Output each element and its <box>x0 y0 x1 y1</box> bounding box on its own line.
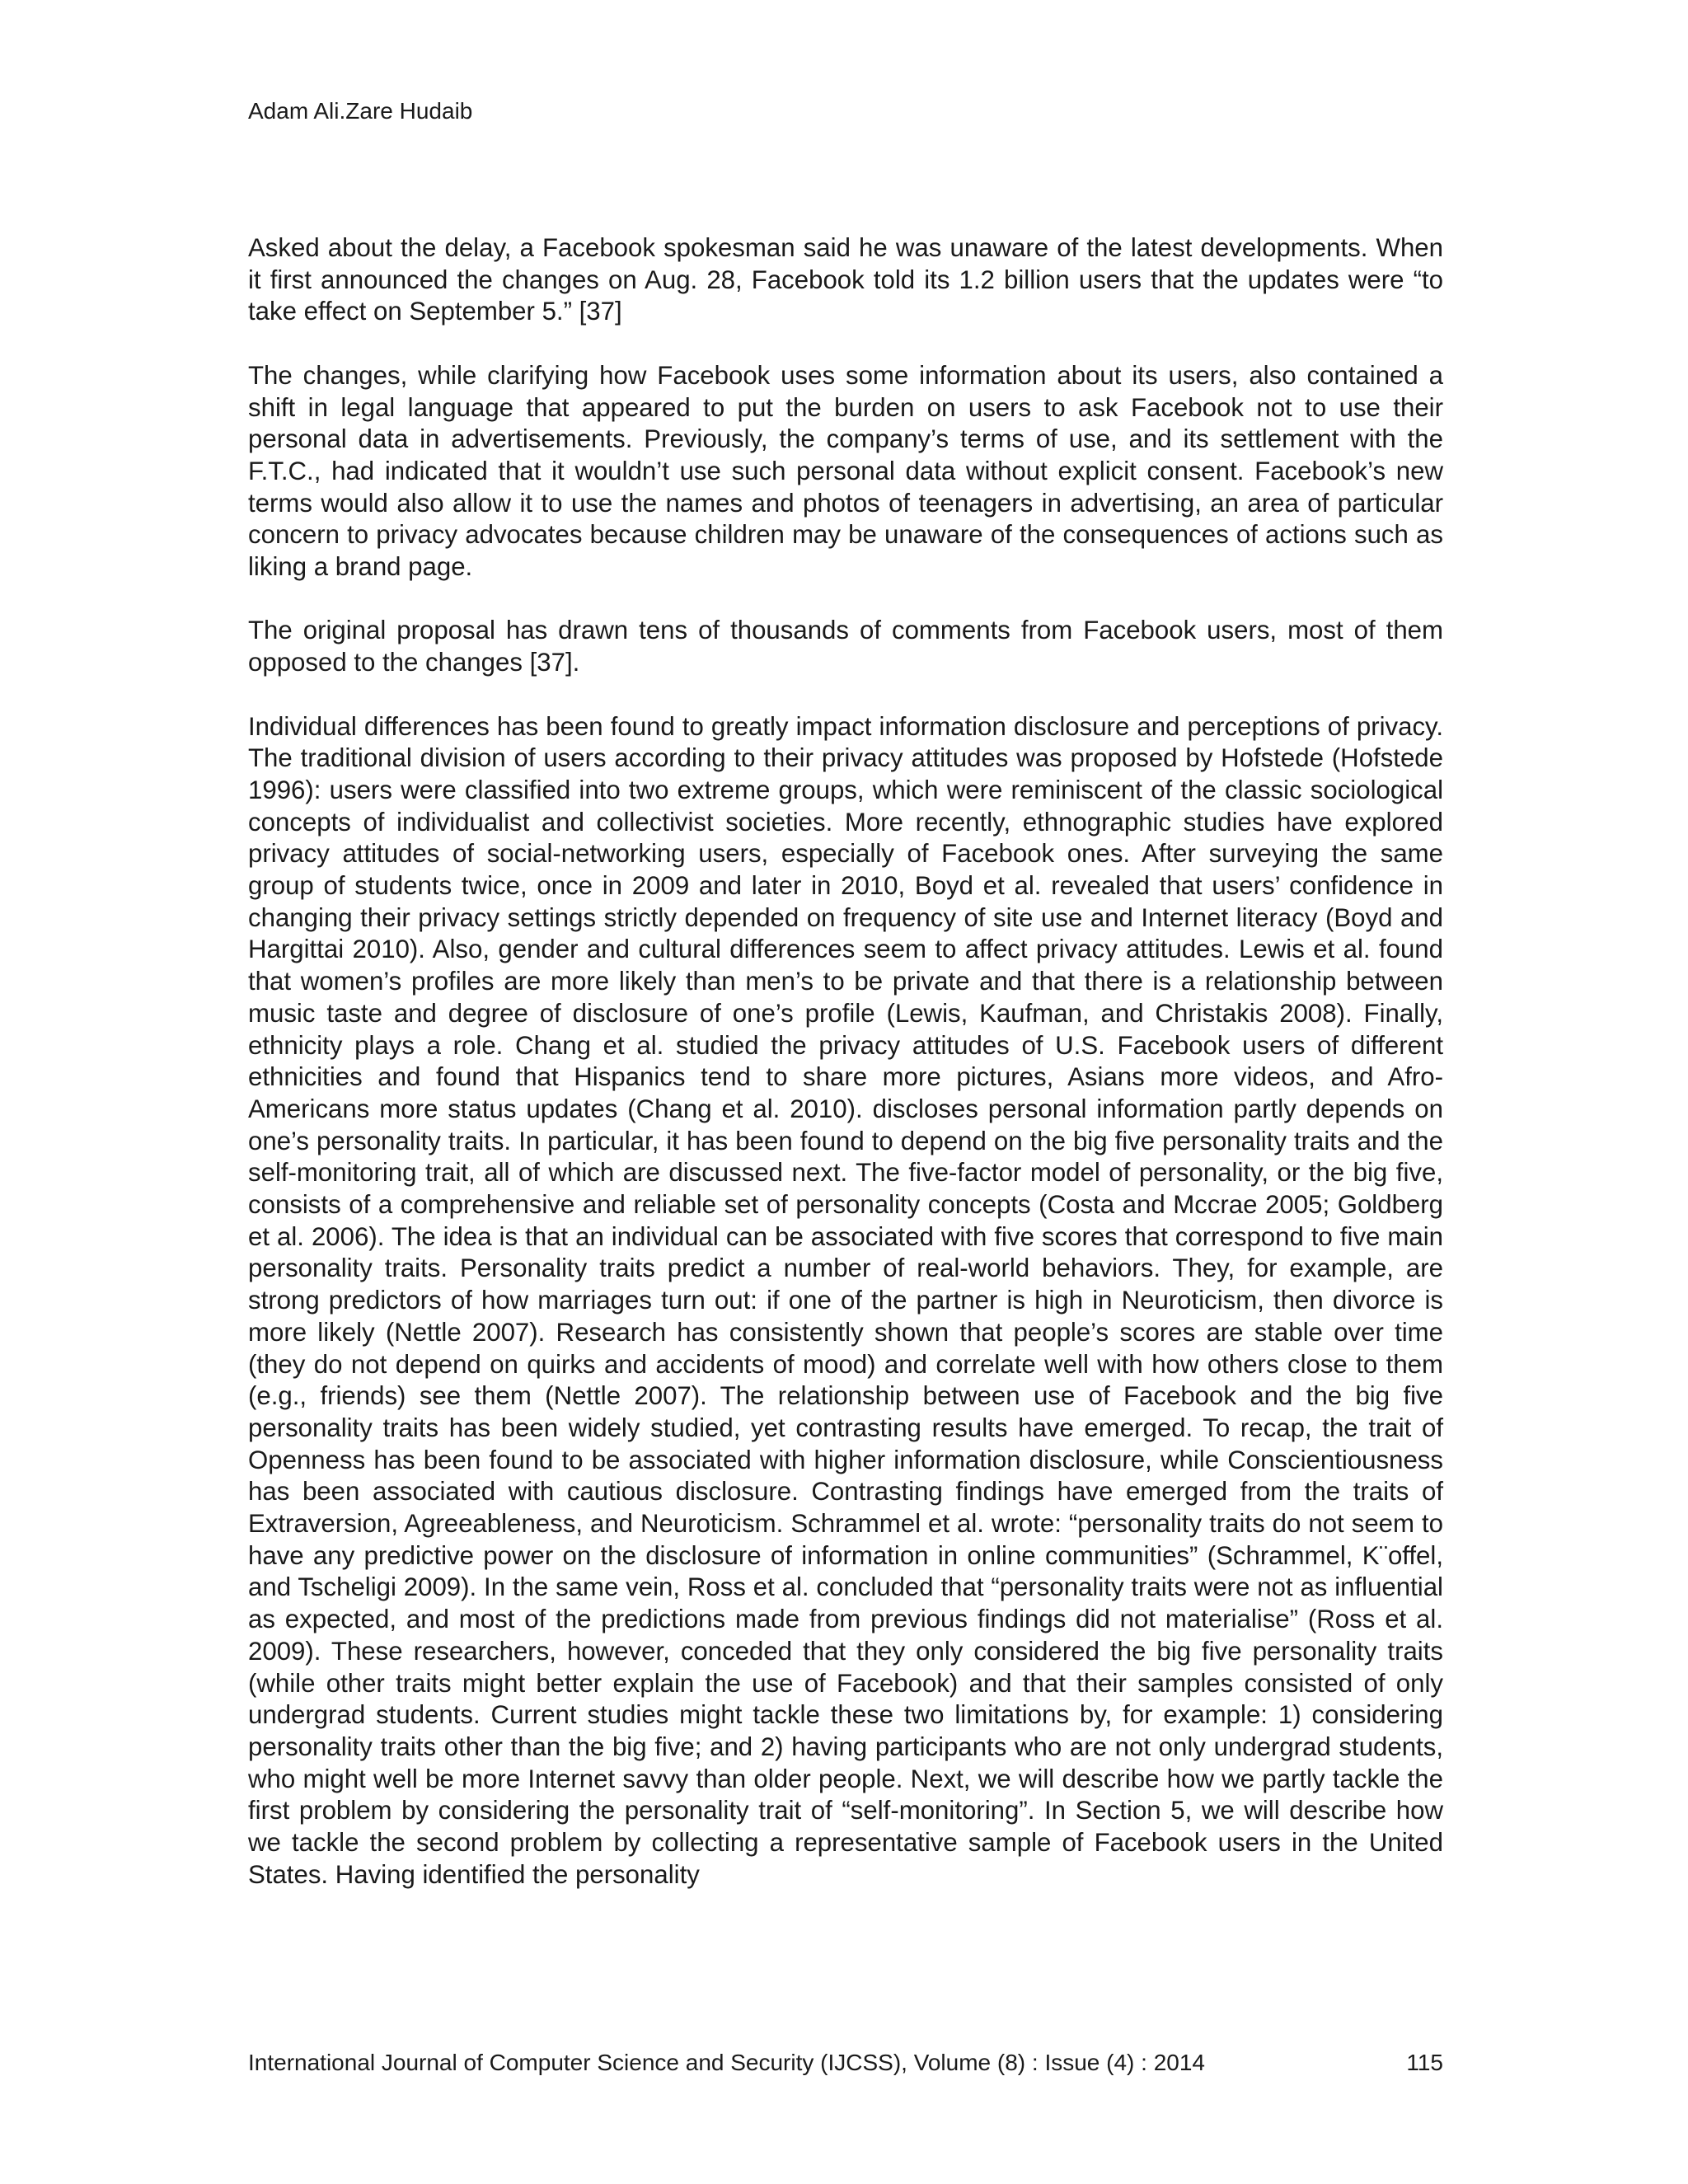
paragraph-individual-differences: Individual differences has been found to greatly impact information disclosure and perceptions of privacy. The traditional division of users according to their privacy attitudes was proposed by Hofstede (Hofstede 1996): users were classified into two extreme groups, which were reminiscent of the classic sociological concepts of individualist and collectivist societies. More recently, ethnographic studies have explored privacy attitudes of social-networking users, especially of Facebook ones. After surveying the same group of students twice, once in 2009 and later in 2010, Boyd et al. revealed that users’ confidence in changing their privacy settings strictly depended on frequency of site use and Internet literacy (Boyd and Hargittai 2010). Also, gender and cultural differences seem to affect privacy attitudes. Lewis et al. found that women’s profiles are more likely than men’s to be private and that there is a relationship between music taste and degree of disclosure of one’s profile (Lewis, Kaufman, and Christakis 2008). Finally, ethnicity plays a role. Chang et al. studied the privacy attitudes of U.S. Facebook users of different ethnicities and found that Hispanics tend to share more pictures, Asians more videos, and Afro-Americans more status updates (Chang et al. 2010). discloses personal information partly depends on one’s personality traits. In particular, it has been found to depend on the big five personality traits and the self-monitoring trait, all of which are discussed next. The five-factor model of personality, or the big five, consists of a comprehensive and reliable set of personality concepts (Costa and Mccrae 2005; Goldberg et al. 2006). The idea is that an individual can be associated with five scores that correspond to five main personality traits. Personality traits predict a number of real-world behaviors. They, for example, are strong predictors of how marriages turn out: if one of the partner is high in Neuroticism, then divorce is more likely (Nettle 2007). Research has consistently shown that people’s scores are stable over time (they do not depend on quirks and accidents of mood) and correlate well with how others close to them (e.g., friends) see them (Nettle 2007). The relationship between use of Facebook and the big five personality traits has been widely studied, yet contrasting results have emerged. To recap, the trait of Openness has been found to be associated with higher information disclosure, while Conscientiousness has been associated with cautious disclosure. Contrasting findings have emerged from the traits of Extraversion, Agreeableness, and Neuroticism. Schrammel et al. wrote: “personality traits do not seem to have any predictive power on the disclosure of information in online communities” (Schrammel, K¨offel, and Tscheligi 2009). In the same vein, Ross et al. concluded that “personality traits were not as influential as expected, and most of the predictions made from previous findings did not materialise” (Ross et al. 2009). These researchers, however, conceded that they only considered the big five personality traits (while other traits might better explain the use of Facebook) and that their samples consisted of only undergrad students. Current studies might tackle these two limitations by, for example: 1) considering personality traits other than the big five; and 2) having participants who are not only undergrad students, who might well be more Internet savvy than older people. Next, we will describe how we partly tackle the first problem by considering the personality trait of “self-monitoring”. In Section 5, we will describe how we tackle the second problem by collecting a representative sample of Facebook users in the United States. Having identified the personality <box>248 711 1443 1889</box>
paragraph-terms-changes: The changes, while clarifying how Facebook uses some information about its users, also contained a shift in legal language that appeared to put the burden on users to ask Facebook not to use their personal data in advertisements. Previously, the company’s terms of use, and its settlement with the F.T.C., had indicated that it wouldn’t use such personal data without explicit consent. Facebook’s new terms would also allow it to use the names and photos of teenagers in advertising, an area of particular concern to privacy advocates because children may be unaware of the consequences of actions such as liking a brand page. <box>248 360 1443 582</box>
page-number: 115 <box>1406 2050 1443 2075</box>
paragraph-user-comments: The original proposal has drawn tens of thousands of comments from Facebook users, most of them opposed to the changes [37]. <box>248 616 1443 677</box>
paragraph-facebook-delay: Asked about the delay, a Facebook spokesman said he was unaware of the latest developments. When it first announced the changes on Aug. 28, Facebook told its 1.2 billion users that the updates were “to take effect on September 5.” [37] <box>248 233 1443 326</box>
running-header-author: Adam Ali.Zare Hudaib <box>248 98 473 124</box>
footer-journal-citation: International Journal of Computer Science and Security (IJCSS), Volume (8) : Issue (4) : 2014 <box>248 2050 1206 2075</box>
body-text <box>248 232 1443 1891</box>
